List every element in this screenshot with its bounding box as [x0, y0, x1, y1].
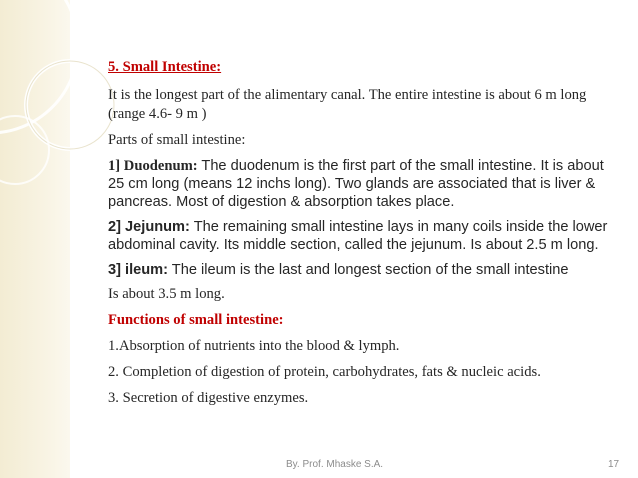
duodenum-text: The duodenum is the first part of the small intestine. It is about 25 cm long (means 12 inchs long). Two glands are associated that is liver & pancreas. Most of digestion & absorption takes place.: [108, 158, 604, 210]
functions-heading: Functions of small intestine:: [108, 312, 284, 328]
duodenum-label: 1] Duodenum:: [108, 158, 198, 174]
slide-heading: 5. Small Intestine:: [108, 59, 222, 75]
function-item-2: 2. Completion of digestion of protein, carbohydrates, fats & nucleic acids.: [108, 364, 541, 380]
slide-footer: [0, 459, 638, 475]
ileum-text: The ileum is the last and longest section of the small intestine: [168, 262, 569, 278]
decorative-circle-large: [0, 0, 78, 133]
slide-content: [108, 58, 623, 408]
page-number: 17: [608, 459, 620, 470]
footer-author: By. Prof. Mhaske S.A.: [286, 459, 384, 470]
ileum-label: 3] ileum:: [108, 262, 169, 278]
jejunum-label: 2] Jejunum:: [108, 219, 190, 235]
ileum-paragraph: [108, 261, 623, 280]
decorative-circles: [0, 0, 120, 478]
duodenum-paragraph: [108, 157, 623, 211]
parts-label: Parts of small intestine:: [108, 132, 246, 148]
function-item-1: 1.Absorption of nutrients into the blood & lymph.: [108, 338, 400, 354]
intro-paragraph: It is the longest part of the alimentary canal. The entire intestine is about 6 m long (range 4.6- 9 m ): [108, 87, 587, 122]
function-item-3: 3. Secretion of digestive enzymes.: [108, 390, 309, 406]
ileum-length: Is about 3.5 m long.: [108, 286, 225, 302]
jejunum-paragraph: [108, 218, 623, 254]
jejunum-text: The remaining small intestine lays in many coils inside the lower abdominal cavity. Its middle section, called the jejunum. Is about 2.5 m long.: [108, 219, 608, 253]
decorative-circle-outline: [26, 61, 114, 149]
